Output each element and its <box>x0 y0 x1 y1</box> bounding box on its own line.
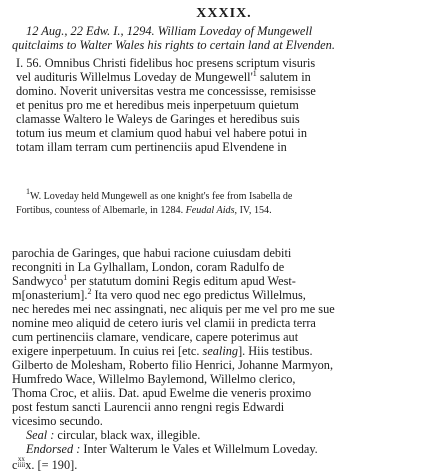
page-break-gap <box>0 219 448 243</box>
text-run: ]. Hiis testibus. <box>238 344 313 358</box>
text-line: cum pertinenciis clamare, vendicare, capere poterimus aut <box>12 330 299 344</box>
text-line: post festum sancti Laurencii anno rengni regis Edwardi <box>12 400 285 414</box>
summary-line: quitclaims to Walter Wales his rights to certain land at Elvenden. <box>12 38 335 52</box>
seal-line <box>12 428 335 442</box>
footnote-source: Feudal Aids <box>185 205 235 216</box>
footnote-text: W. Loveday held Mungewell as one knight's fee from Isabella de <box>30 191 293 202</box>
footnote-marker[interactable]: 1 <box>252 69 257 78</box>
charter-summary <box>12 24 440 52</box>
seal-label: Seal : <box>26 428 55 442</box>
text-line <box>12 274 335 288</box>
text-line: Thoma Croc, et aliis. Dat. apud Ewelme die veneris proximo <box>12 386 312 400</box>
charter-text-part-2 <box>12 246 335 470</box>
text-line: recongniti in La Gylhallam, London, coram Radulfo de <box>12 260 285 274</box>
text-line: et penitus pro me et heredibus meis inperpetuum quietum <box>16 98 299 112</box>
text-run: per statutum domini Regis editum apud West- <box>67 274 296 288</box>
text-run: Sandwyco <box>12 274 64 288</box>
text-line: domino. Noverit universitas vestra me concessisse, remisisse <box>16 84 316 98</box>
text-line: Humfredo Wace, Willelmo Baylemond, Willelmo clerico, <box>12 372 296 386</box>
text-line <box>12 344 335 358</box>
footnote-text: Fortibus, countess of Albemarle, in 1284. <box>16 205 184 216</box>
numeral-rest: x. [= 190]. <box>25 458 78 472</box>
footnote <box>16 187 438 219</box>
text-run: exigere inperpetuum. In cuius rei [etc. <box>12 344 200 358</box>
footnote-line <box>26 187 438 205</box>
text-run: m[onasterium]. <box>12 288 88 302</box>
text-line: vicesimo secundo. <box>12 414 103 428</box>
text-line: nomine meo aliquid de cetero iuris vel clamii in predicta terra <box>12 316 316 330</box>
summary-line: 12 Aug., 22 Edw. I., 1294. William Loveday of Mungewell <box>26 24 313 38</box>
text-run: salutem in <box>256 70 311 84</box>
endorsement-line <box>12 442 335 456</box>
footnote-line <box>16 205 438 219</box>
footnote-marker[interactable]: 2 <box>87 287 92 296</box>
editorial-note: sealing <box>202 344 239 358</box>
text-run: vel audituris Willelmus Loveday de Mungewell' <box>16 70 253 84</box>
numeral-sup: xx <box>17 455 25 463</box>
text-line: Gilberto de Molesham, Roberto filio Henrici, Johanne Marmyon, <box>12 358 334 372</box>
text-line: totum ius meum et clamium quod habui vel habere potui in <box>16 126 307 140</box>
numeral-sub: iiii <box>17 461 26 469</box>
archive-number <box>12 456 335 470</box>
seal-description: circular, black wax, illegible. <box>54 428 201 442</box>
text-line <box>16 70 316 84</box>
endorsement-text: Inter Walterum le Vales et Willelmum Loveday. <box>80 442 318 456</box>
numeral-c: c <box>12 458 18 472</box>
text-line: nec heredes mei nec assingnati, nec aliquis per me vel pro me sue <box>12 302 335 316</box>
footnote-marker[interactable]: 1 <box>63 273 68 282</box>
text-line: clamasse Waltero le Waleys de Garinges et heredibus suis <box>16 112 300 126</box>
text-line: parochia de Garinges, que habui racione cuiusdam debiti <box>12 246 292 260</box>
charter-number-heading: XXXIX. <box>196 6 252 21</box>
text-line: totam illam terram cum pertinenciis apud Elvendene in <box>16 140 287 154</box>
text-line <box>12 288 335 302</box>
endorsed-label: Endorsed : <box>26 442 81 456</box>
footnote-source-ref: , IV, 154. <box>234 205 272 216</box>
text-run: Ita vero quod nec ego predictus Willelmus, <box>91 288 306 302</box>
text-line: I. 56. Omnibus Christi fidelibus hoc presens scriptum visuris <box>16 56 316 70</box>
footnote-number: 1 <box>26 187 30 196</box>
charter-text-part-1 <box>16 56 316 154</box>
